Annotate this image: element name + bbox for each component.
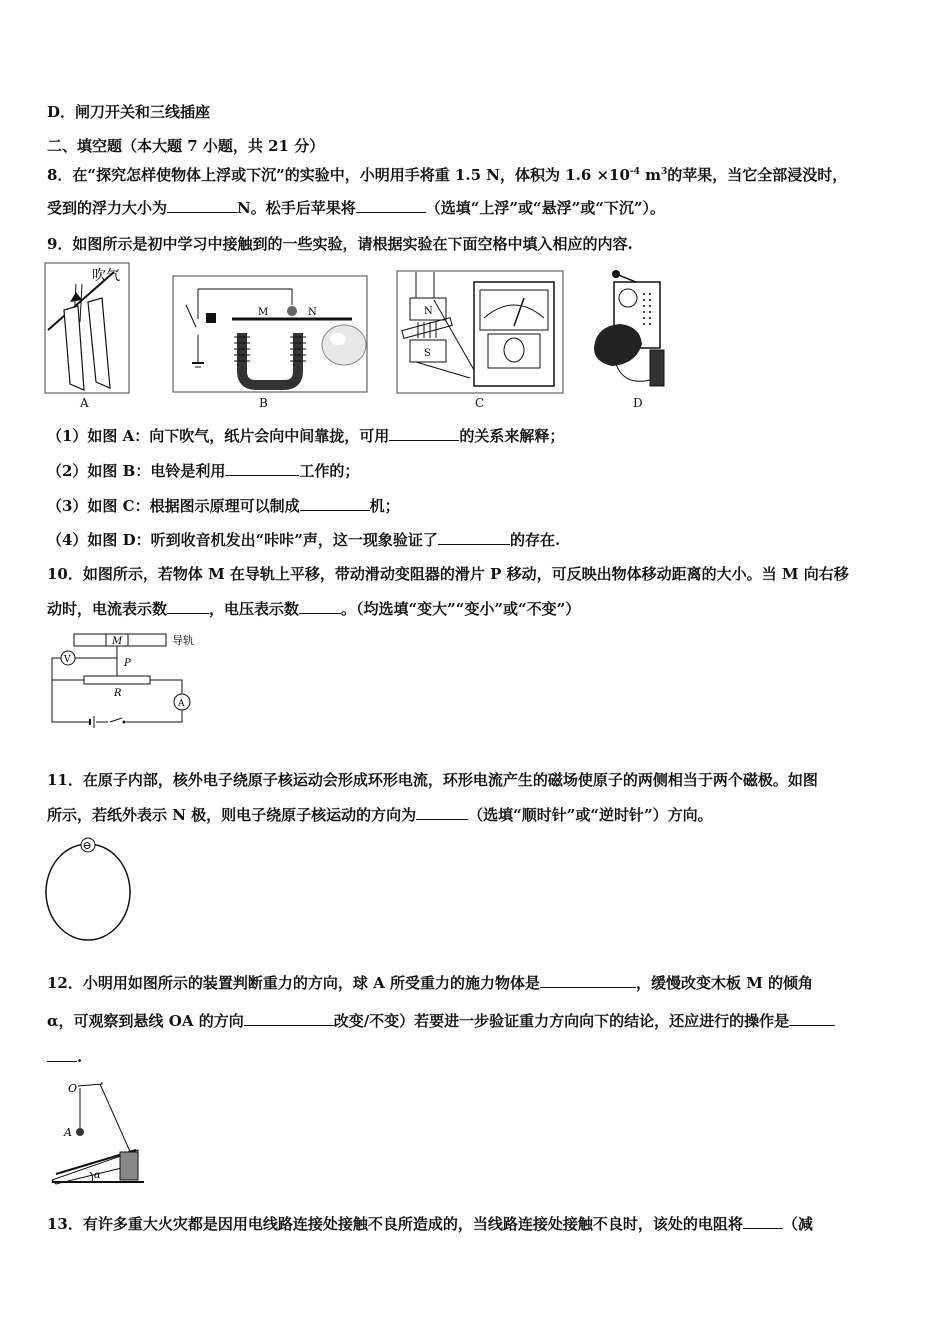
fig-10-rail: 导轨 (172, 634, 194, 647)
q9-item-2-pre: （2）如图 B：电铃是利用 (47, 462, 226, 480)
q11-line2 (47, 805, 713, 825)
q9-figure-c (396, 270, 564, 394)
fig-10-r: R (114, 688, 122, 699)
q10-circuit-figure (44, 630, 200, 728)
q9-figure-b (172, 275, 368, 393)
q8-line2 (47, 198, 665, 218)
q10-line2 (47, 599, 580, 619)
q8-exponent2: 3 (661, 167, 668, 177)
q9-blank-4[interactable] (438, 530, 510, 545)
q12-text-d: 改变/不变）若要进一步验证重力方向向下的结论，还应进行的操作是 (333, 1012, 790, 1030)
q8-text-line2b: N。松手后苹果将 (237, 199, 356, 217)
q13-text-b: （减 (782, 1215, 813, 1233)
q9-item-2 (47, 461, 359, 481)
q13-blank[interactable] (743, 1214, 783, 1229)
fig-10-v: V (64, 655, 71, 665)
fig-12-o: O (68, 1082, 78, 1095)
electron-icon: ⊖ (82, 839, 92, 852)
q8-line1 (47, 162, 847, 185)
q7-option-d: D．闸刀开关和三线插座 (47, 103, 211, 121)
q9-item-4-pre: （4）如图 D：听到收音机发出“咔咔”声，这一现象验证了 (47, 531, 438, 549)
q9-item-2-post: 工作的； (299, 462, 360, 480)
q12-line1 (47, 973, 813, 993)
q9-blank-3[interactable] (300, 496, 370, 511)
fig-10-m: M (112, 636, 123, 647)
fig-c-s: S (424, 348, 431, 359)
q12-blank-2[interactable] (244, 1011, 334, 1026)
q8-text-line2c: （选填“上浮”或“悬浮”或“下沉”）。 (425, 199, 666, 217)
fig-b-m: M (258, 307, 269, 318)
q8-blank-2[interactable] (356, 198, 426, 213)
q9-label-a: A (80, 396, 89, 410)
q9-item-1-pre: （1）如图 A：向下吹气，纸片会向中间靠拢，可用 (47, 427, 390, 445)
q9-label-b: B (259, 396, 268, 410)
section-title: 二、填空题（本大题 7 小题，共 21 分） (47, 137, 325, 155)
q8-text-a: 8．在“探究怎样使物体上浮或下沉”的实验中，小明用手将重 1.5 N，体积为 1.6 ×10 (47, 166, 630, 184)
q9-item-1 (47, 426, 564, 446)
q12-blank-1[interactable] (540, 973, 636, 988)
q11-atom-figure (44, 836, 134, 944)
q12-gravity-figure (52, 1078, 148, 1186)
q8-exponent: -4 (629, 167, 640, 177)
fig-12-alpha: α (94, 1170, 101, 1181)
q8-text-c: 的苹果，当它全部浸没时， (667, 166, 848, 184)
q11-text-b: （选填“顺时针”或“逆时针”）方向。 (468, 806, 713, 824)
q12-blank-3-cont[interactable] (47, 1047, 77, 1062)
q9-figure-d (586, 268, 668, 394)
q8-text-line2a: 受到的浮力大小为 (47, 199, 168, 217)
q11-text-a: 所示，若纸外表示 N 极，则电子绕原子核运动的方向为 (47, 806, 417, 824)
q11-line1: 11．在原子内部，核外电子绕原子核运动会形成环形电流，环形电流产生的磁场使原子的两侧相当于两个磁极。如图 (47, 771, 818, 789)
q12-blank-3[interactable] (789, 1011, 835, 1026)
q8-text-b: m (639, 166, 662, 184)
q13-line1 (47, 1214, 813, 1234)
q10-blank-1[interactable] (167, 599, 209, 614)
fig-10-p: P (124, 658, 131, 669)
q9-item-3-post: 机； (369, 497, 400, 515)
q8-blank-1[interactable] (167, 198, 237, 213)
q9-blank-2[interactable] (225, 461, 299, 476)
fig-c-n: N (424, 306, 433, 317)
q12-text-e: . (77, 1048, 83, 1066)
q10-text-a: 动时，电流表示数 (47, 600, 168, 618)
q10-line1: 10．如图所示，若物体 M 在导轨上平移，带动滑动变阻器的滑片 P 移动，可反映出物体移动距离的大小。当 M 向右移 (47, 565, 849, 583)
q9-label-d: D (633, 396, 643, 410)
q10-blank-2[interactable] (299, 599, 341, 614)
q13-text-a: 13．有许多重大火灾都是因用电线路连接处接触不良所造成的，当线路连接处接触不良时，该处的电阻将 (47, 1215, 743, 1233)
q10-text-b: ，电压表示数 (209, 600, 300, 618)
q10-text-c: 。（均选填“变大”“变小”或“不变”） (341, 600, 581, 618)
q12-text-b: ，缓慢改变木板 M 的倾角 (635, 974, 814, 992)
q9-figure-a (44, 262, 130, 394)
fig-10-a: A (178, 699, 185, 709)
q12-line3 (47, 1047, 82, 1067)
q9-label-c: C (475, 396, 485, 410)
fig-12-a: A (64, 1126, 72, 1139)
q9-item-3-pre: （3）如图 C：根据图示原理可以制成 (47, 497, 300, 515)
q12-text-a: 12．小明用如图所示的装置判断重力的方向，球 A 所受重力的施力物体是 (47, 974, 540, 992)
q12-text-c: α，可观察到悬线 OA 的方向 (47, 1012, 244, 1030)
fig-a-label: 吹气 (92, 268, 120, 284)
q9-stem: 9．如图所示是初中学习中接触到的一些实验，请根据实验在下面空格中填入相应的内容. (47, 235, 633, 253)
q9-item-4 (47, 530, 560, 550)
q11-blank[interactable] (416, 805, 468, 820)
q9-item-3 (47, 496, 400, 516)
q12-line2 (47, 1011, 835, 1031)
q9-item-1-post: 的关系来解释； (459, 427, 565, 445)
fig-b-n: N (308, 307, 317, 318)
q9-item-4-post: 的存在. (509, 531, 561, 549)
q9-blank-1[interactable] (389, 426, 459, 441)
